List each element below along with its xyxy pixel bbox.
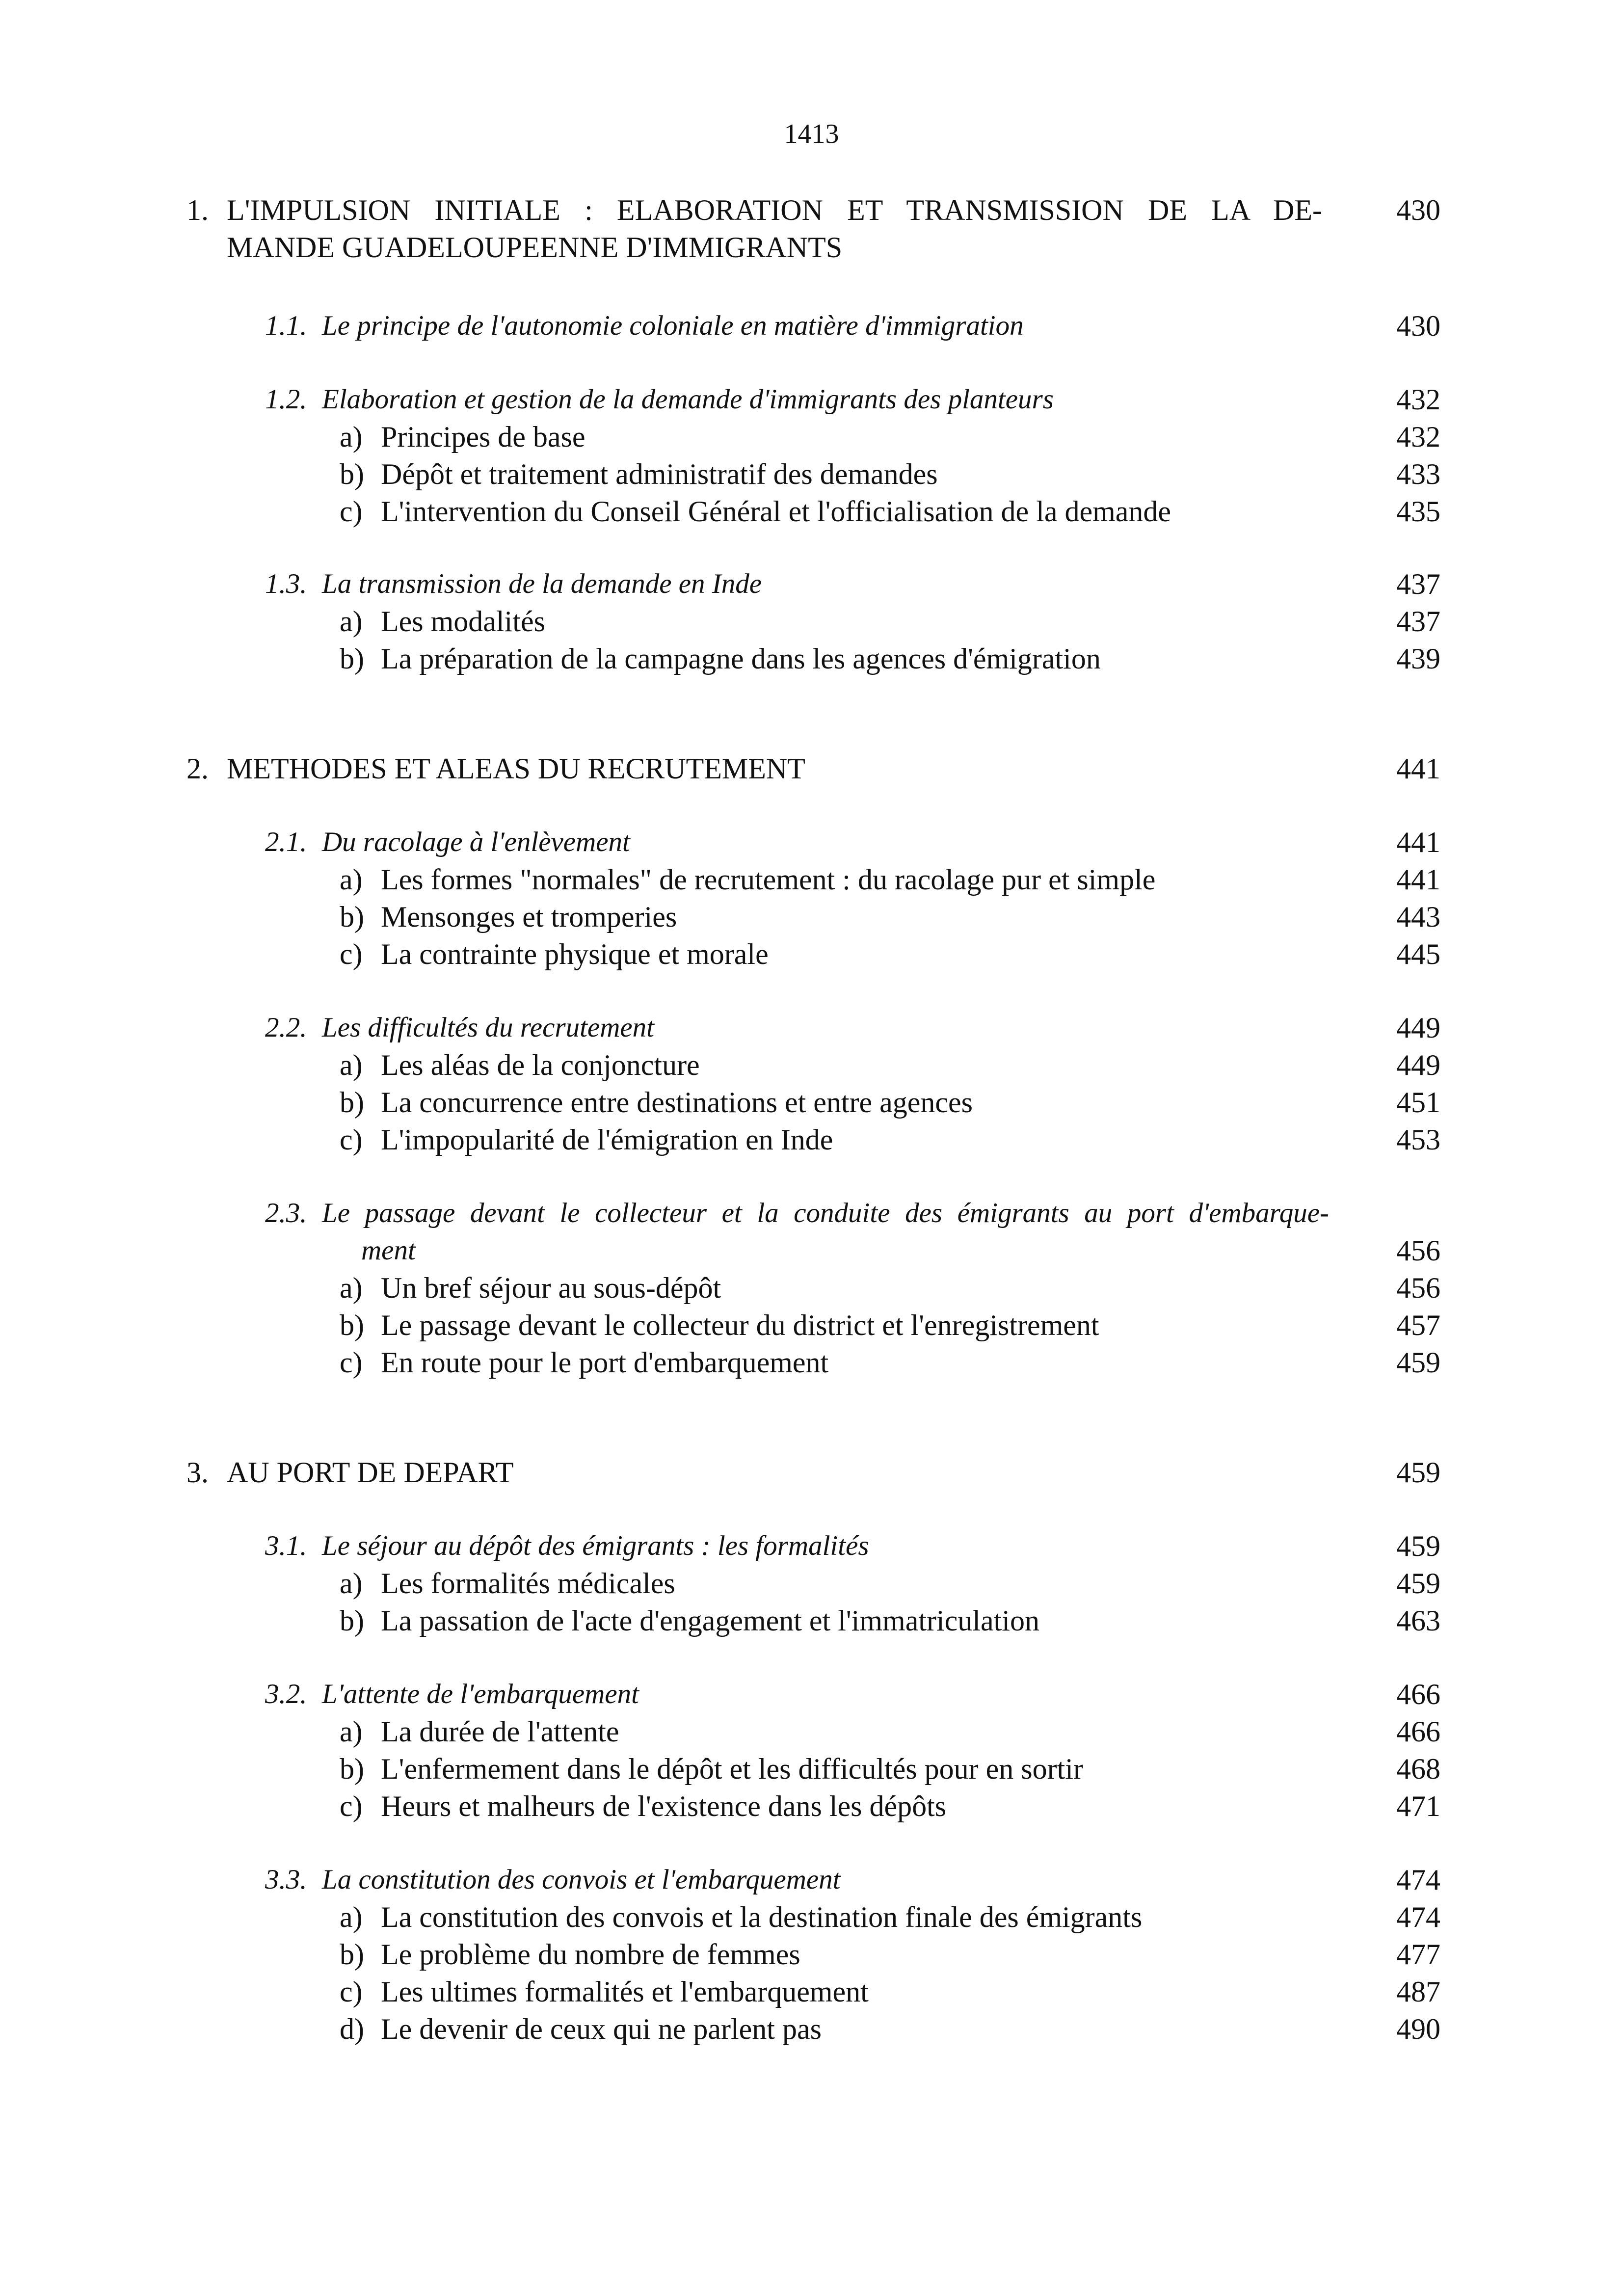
toc-entry (0, 1084, 1623, 1121)
toc-entry (0, 1750, 1623, 1788)
toc-entry (0, 1861, 1623, 1898)
toc-entry-title: La passation de l'acte d'engagement et l'immatriculation (381, 1604, 1039, 1637)
toc-entry-page: 441 (1396, 752, 1440, 785)
toc-entry-number: 2. (186, 752, 209, 785)
toc-entry-page: 432 (1396, 421, 1440, 453)
toc-entry (0, 824, 1623, 861)
page-number: 1413 (784, 119, 839, 149)
toc-entry (0, 2010, 1623, 2048)
toc-entry-title: METHODES ET ALEAS DU RECRUTEMENT (227, 752, 805, 785)
toc-entry-title: Les modalités (381, 605, 545, 638)
toc-entry-page: 451 (1396, 1086, 1440, 1119)
toc-entry-title: La constitution des convois et l'embarquement (322, 1864, 841, 1895)
toc-entry-number: 2.1. (265, 827, 307, 857)
toc-entry-title: Le séjour au dépôt des émigrants : les formalités (322, 1530, 869, 1561)
toc-entry-page: 449 (1396, 1049, 1440, 1081)
toc-entry-number: c) (340, 1346, 363, 1379)
toc-entry-number: a) (340, 1715, 363, 1748)
toc-entry (0, 935, 1623, 973)
toc-entry-page: 459 (1396, 1346, 1440, 1379)
toc-entry-title: Dépôt et traitement administratif des demandes (381, 458, 938, 490)
toc-entry (0, 191, 1623, 229)
toc-entry (0, 229, 1623, 266)
toc-entry (0, 1009, 1623, 1046)
toc-entry (0, 750, 1623, 787)
toc-entry (0, 1602, 1623, 1639)
toc-entry (0, 898, 1623, 935)
toc-entry (0, 418, 1623, 455)
toc-entry-number: c) (340, 495, 363, 528)
toc-entry-page: 471 (1396, 1790, 1440, 1822)
toc-entry-title: L'attente de l'embarquement (322, 1679, 639, 1709)
toc-entry (0, 1195, 1623, 1232)
toc-entry-number: 3.1. (265, 1530, 307, 1561)
toc-entry-title: La préparation de la campagne dans les agences d'émigration (381, 642, 1101, 675)
toc-entry (0, 1565, 1623, 1602)
toc-entry-title: L'enfermement dans le dépôt et les difficultés pour en sortir (381, 1753, 1083, 1785)
toc-entry (0, 381, 1623, 418)
toc-entry (0, 1307, 1623, 1344)
toc-entry-title: Heurs et malheurs de l'existence dans les dépôts (381, 1790, 947, 1822)
toc-entry-page: 466 (1396, 1678, 1440, 1710)
toc-entry-page: 474 (1396, 1864, 1440, 1896)
toc-entry-title: La constitution des convois et la destination finale des émigrants (381, 1901, 1143, 1933)
toc-entry-title: ment (361, 1235, 416, 1266)
toc-entry-title: Les formalités médicales (381, 1567, 675, 1600)
toc-entry-page: 430 (1396, 310, 1440, 342)
toc-entry-number: 1.1. (265, 310, 307, 341)
toc-entry (0, 1232, 1623, 1269)
toc-entry-number: b) (340, 1753, 364, 1785)
toc-entry-title: Du racolage à l'enlèvement (322, 827, 630, 857)
toc-entry-title: Le passage devant le collecteur et la conduite des émigrants au port d'embarque- (322, 1198, 1329, 1228)
toc-entry-number: a) (340, 1049, 363, 1081)
toc-entry (0, 1676, 1623, 1713)
toc-entry-title: Le passage devant le collecteur du district et l'enregistrement (381, 1309, 1099, 1341)
toc-entry-page: 437 (1396, 568, 1440, 600)
toc-entry-page: 435 (1396, 495, 1440, 528)
toc-entry-number: a) (340, 863, 363, 896)
toc-entry-title: La transmission de la demande en Inde (322, 568, 762, 599)
toc-entry-number: d) (340, 2013, 364, 2045)
toc-entry-title: Les ultimes formalités et l'embarquement (381, 1976, 869, 2008)
toc-entry-number: 2.3. (265, 1198, 307, 1228)
toc-entry-page: 433 (1396, 458, 1440, 490)
toc-entry-page: 474 (1396, 1901, 1440, 1933)
toc-entry-title: Le principe de l'autonomie coloniale en matière d'immigration (322, 310, 1024, 341)
toc-entry (0, 1936, 1623, 1973)
toc-entry-title: Elaboration et gestion de la demande d'immigrants des planteurs (322, 384, 1054, 415)
toc-entry-title: Mensonges et tromperies (381, 901, 677, 933)
toc-entry-number: 1.3. (265, 568, 307, 599)
toc-entry-number: b) (340, 1086, 364, 1119)
toc-entry-page: 443 (1396, 901, 1440, 933)
toc-entry (0, 1788, 1623, 1825)
toc-entry-page: 456 (1396, 1272, 1440, 1304)
toc-entry-title: L'IMPULSION INITIALE : ELABORATION ET TRANSMISSION DE LA DE- (227, 194, 1322, 226)
toc-entry-page: 463 (1396, 1604, 1440, 1637)
toc-entry (0, 1527, 1623, 1565)
toc-entry-page: 453 (1396, 1123, 1440, 1156)
toc-entry-page: 437 (1396, 605, 1440, 638)
toc-entry-number: a) (340, 605, 363, 638)
toc-entry-page: 449 (1396, 1012, 1440, 1044)
toc-entry (0, 1898, 1623, 1936)
toc-entry-title: En route pour le port d'embarquement (381, 1346, 829, 1379)
toc-entry-number: b) (340, 1938, 364, 1971)
toc-entry (0, 455, 1623, 493)
toc-entry-page: 490 (1396, 2013, 1440, 2045)
toc-entry-page: 459 (1396, 1456, 1440, 1489)
toc-entry (0, 1973, 1623, 2010)
toc-entry-title: La contrainte physique et morale (381, 938, 769, 970)
toc-entry (0, 1454, 1623, 1491)
toc-entry-page: 457 (1396, 1309, 1440, 1341)
toc-entry (0, 1344, 1623, 1381)
toc-entry-title: AU PORT DE DEPART (227, 1456, 514, 1489)
toc-entry-number: a) (340, 1567, 363, 1600)
toc-entry-page: 459 (1396, 1567, 1440, 1600)
toc-entry-page: 456 (1396, 1234, 1440, 1267)
toc-entry-title: Les difficultés du recrutement (322, 1012, 655, 1043)
toc-entry-title: L'impopularité de l'émigration en Inde (381, 1123, 833, 1156)
toc-entry-number: b) (340, 642, 364, 675)
toc-entry (0, 493, 1623, 530)
toc-entry-number: 3.2. (265, 1679, 307, 1709)
toc-entry (0, 1121, 1623, 1158)
toc-entry-page: 441 (1396, 826, 1440, 858)
toc-entry-title: Principes de base (381, 421, 585, 453)
toc-entry-number: c) (340, 1790, 363, 1822)
toc-entry-title: MANDE GUADELOUPEENNE D'IMMIGRANTS (227, 231, 843, 264)
toc-entry-number: c) (340, 1976, 363, 2008)
toc-entry-title: Un bref séjour au sous-dépôt (381, 1272, 721, 1304)
toc-entry (0, 640, 1623, 677)
toc-entry-number: b) (340, 901, 364, 933)
toc-entry-page: 432 (1396, 383, 1440, 416)
toc-entry-number: b) (340, 1604, 364, 1637)
toc-entry-number: a) (340, 1901, 363, 1933)
toc-entry-page: 487 (1396, 1976, 1440, 2008)
toc-entry-number: a) (340, 1272, 363, 1304)
toc-entry (0, 861, 1623, 898)
toc-entry-title: Le problème du nombre de femmes (381, 1938, 800, 1971)
toc-entry (0, 1713, 1623, 1750)
toc-entry-page: 477 (1396, 1938, 1440, 1971)
toc-entry-page: 468 (1396, 1753, 1440, 1785)
toc-entry-number: c) (340, 1123, 363, 1156)
toc-entry-page: 459 (1396, 1530, 1440, 1562)
toc-entry-number: 1. (186, 194, 209, 226)
toc-entry-page: 430 (1396, 194, 1440, 226)
toc-entry (0, 603, 1623, 640)
toc-entry-page: 441 (1396, 863, 1440, 896)
toc-entry-title: Le devenir de ceux qui ne parlent pas (381, 2013, 822, 2045)
toc-entry-page: 445 (1396, 938, 1440, 970)
toc-entry-title: La concurrence entre destinations et entre agences (381, 1086, 973, 1119)
toc-entry-number: b) (340, 1309, 364, 1341)
toc-entry (0, 1269, 1623, 1307)
toc-entry-number: 3.3. (265, 1864, 307, 1895)
toc-entry-number: c) (340, 938, 363, 970)
toc-entry (0, 565, 1623, 603)
toc-entry-number: 1.2. (265, 384, 307, 415)
toc-entry (0, 1046, 1623, 1084)
toc-entry-page: 439 (1396, 642, 1440, 675)
toc-entry-title: Les aléas de la conjoncture (381, 1049, 700, 1081)
toc-entry-page: 466 (1396, 1715, 1440, 1748)
toc-entry-number: b) (340, 458, 364, 490)
toc-entry-number: 2.2. (265, 1012, 307, 1043)
toc-entry-number: 3. (186, 1456, 209, 1489)
toc-entry-title: Les formes "normales" de recrutement : du racolage pur et simple (381, 863, 1156, 896)
toc-entry (0, 307, 1623, 345)
toc-entry-number: a) (340, 421, 363, 453)
toc-entry-title: L'intervention du Conseil Général et l'officialisation de la demande (381, 495, 1171, 528)
toc-entry-title: La durée de l'attente (381, 1715, 619, 1748)
